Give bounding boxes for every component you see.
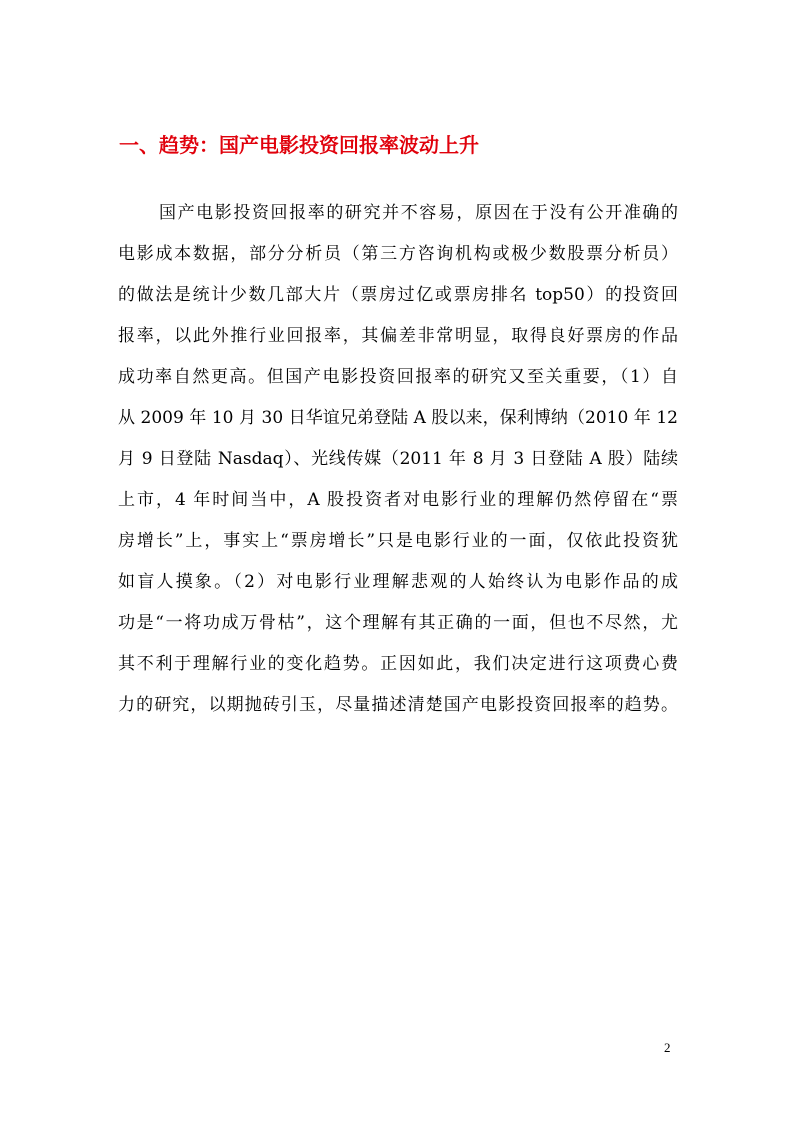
paragraph-line: 电影成本数据，部分分析员（第三方咨询机构或极少数股票分析员）	[118, 244, 678, 264]
paragraph-line: 报率，以此外推行业回报率，其偏差非常明显，取得良好票房的作品	[118, 326, 678, 346]
paragraph-line: 房增长”上，事实上“票房增长”只是电影行业的一面，仅依此投资犹	[118, 531, 678, 551]
body-paragraph	[118, 193, 678, 726]
paragraph-line: 如盲人摸象。（2）对电影行业理解悲观的人始终认为电影作品的成	[118, 572, 678, 592]
section-heading: 一、趋势：国产电影投资回报率波动上升	[119, 133, 479, 157]
paragraph-line: 上市，4 年时间当中，A 股投资者对电影行业的理解仍然停留在“票	[118, 490, 678, 510]
page-number: 2	[664, 1040, 671, 1055]
paragraph-line: 的做法是统计少数几部大片（票房过亿或票房排名 top50）的投资回	[118, 285, 678, 305]
paragraph-line: 功是“一将功成万骨枯”，这个理解有其正确的一面，但也不尽然，尤	[118, 613, 678, 633]
paragraph-line: 力的研究，以期抛砖引玉，尽量描述清楚国产电影投资回报率的趋势。	[118, 695, 678, 715]
paragraph-line: 其不利于理解行业的变化趋势。正因如此，我们决定进行这项费心费	[118, 654, 678, 674]
paragraph-line: 国产电影投资回报率的研究并不容易，原因在于没有公开准确的	[159, 203, 678, 223]
paragraph-line: 月 9 日登陆 Nasdaq）、光线传媒（2011 年 8 月 3 日登陆 A 股）陆续	[118, 449, 678, 469]
paragraph-line: 成功率自然更高。但国产电影投资回报率的研究又至关重要，（1）自	[118, 367, 678, 387]
paragraph-line: 从 2009 年 10 月 30 日华谊兄弟登陆 A 股以来，保利博纳（2010 年 12	[118, 408, 678, 428]
